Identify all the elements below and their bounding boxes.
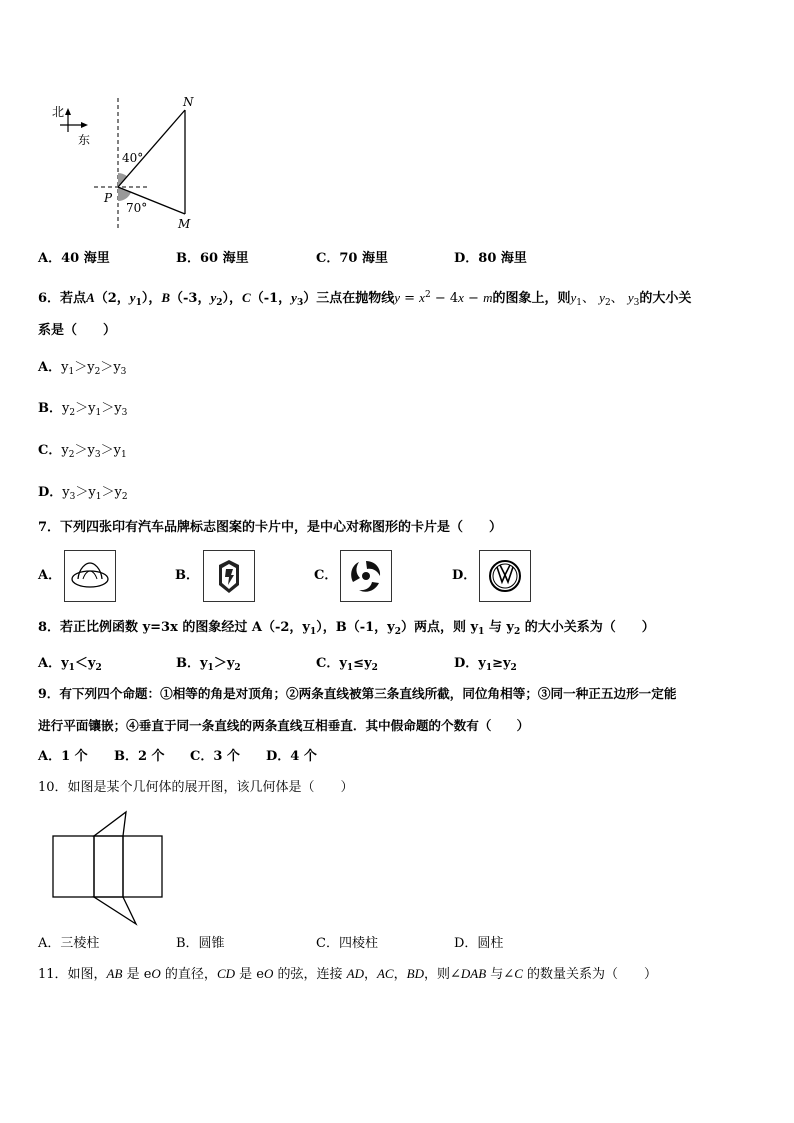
option-label: C． — [38, 443, 62, 458]
q7-option-d-label: D． — [452, 568, 477, 583]
sub: 1 — [485, 663, 493, 673]
q8-option-a[interactable] — [38, 656, 102, 676]
q7-stem: 7．下列四张印有汽车品牌标志图案的卡片中，是中心对称图形的卡片是（ ） — [38, 520, 503, 535]
sub: 2 — [95, 663, 102, 673]
eq-sign: = — [400, 291, 420, 306]
q9-option-a[interactable]: A．1 个 — [38, 749, 88, 764]
q8-option-c[interactable] — [316, 656, 378, 676]
var: y — [62, 401, 70, 416]
sub: 1 — [207, 663, 214, 673]
sub: 1 — [346, 663, 354, 673]
comma: ， — [363, 967, 377, 982]
q8-text: ），B（-1，y — [316, 620, 395, 635]
q6-option-d[interactable] — [38, 485, 128, 505]
angle-40-label: 40° — [122, 151, 144, 165]
sub: 2 — [371, 663, 378, 673]
op: ＞ — [100, 443, 114, 458]
sub: 1 — [68, 367, 75, 377]
option-label: D． — [38, 485, 63, 500]
sub: 2 — [394, 627, 401, 637]
q6-text: 的大小关 — [639, 291, 692, 306]
q10-option-c[interactable]: C．四棱柱 — [316, 936, 378, 951]
q6-text: （2， — [94, 291, 130, 306]
opt-text: C．y — [316, 656, 347, 671]
var-y: y — [210, 290, 217, 305]
net-face-left — [53, 836, 94, 897]
sub: 2 — [604, 298, 611, 308]
q9-option-c[interactable]: C．3 个 — [190, 749, 240, 764]
angle-70-label: 70° — [126, 201, 148, 215]
opt-text: ≤y — [353, 656, 372, 671]
q9-stem-line2: 进行平面镶嵌；④垂直于同一条直线的两条直线互相垂直．其中假命题的个数有（ ） — [38, 718, 530, 733]
var-y: y — [627, 290, 634, 305]
q6-stem — [38, 287, 691, 311]
separator: 、 — [610, 291, 624, 306]
var-y: y — [129, 290, 136, 305]
q8-text: 的大小关系为（ ） — [520, 620, 655, 635]
var: y — [61, 443, 69, 458]
var-y: y — [570, 290, 577, 305]
var: y — [113, 443, 121, 458]
var: y — [61, 360, 69, 375]
sub: 2 — [216, 298, 223, 308]
sub: 3 — [121, 408, 128, 418]
sub: 1 — [120, 450, 127, 460]
east-label: 东 — [78, 133, 91, 147]
q10-stem: 10．如图是某个几何体的展开图，该几何体是（ ） — [38, 780, 354, 795]
q6-text: ）， — [222, 291, 243, 306]
op: ＞ — [101, 401, 115, 416]
north-label: 北 — [52, 105, 65, 119]
q11-stem — [38, 966, 657, 983]
q8-text: 8．若正比例函数 y=3x 的图象经过 A（-2，y — [38, 620, 310, 635]
swirl-logo-icon — [341, 551, 391, 601]
var: y — [114, 401, 122, 416]
sub: 3 — [69, 492, 76, 502]
q11-text: ，则 — [423, 967, 450, 982]
q6-text: （-1， — [250, 291, 292, 306]
q10-option-b[interactable]: B．圆锥 — [176, 936, 225, 951]
angle-dab: ∠DAB — [449, 966, 487, 981]
sub: 3 — [296, 298, 304, 308]
q11-text: 是 — [235, 967, 257, 982]
point-c: C — [242, 290, 251, 305]
eq-x: x — [419, 290, 425, 305]
sub: 3 — [633, 298, 640, 308]
parabola-equation — [394, 291, 492, 306]
q11-text: 的弦，连接 — [273, 967, 347, 982]
q11-text: 的数量关系为（ ） — [522, 967, 658, 982]
sub: 1 — [478, 627, 485, 637]
var: y — [88, 485, 96, 500]
segment-ac: AC — [376, 966, 394, 981]
net-face-middle — [94, 836, 123, 897]
separator: 、 — [582, 291, 596, 306]
q8-stem — [38, 620, 655, 640]
eq-y: y — [394, 290, 400, 305]
point-a: A — [86, 290, 95, 305]
eq-power: 2 — [424, 290, 431, 300]
q9-stem-line1: 9．有下列四个命题：①相等的角是对顶角；②两条直线被第三条直线所截，同位角相等；③同一种正五边形一定能 — [38, 686, 677, 701]
segment-bd: BD — [406, 966, 424, 981]
sub: 2 — [94, 367, 101, 377]
q6-text: ）， — [141, 291, 162, 306]
sub: 2 — [69, 408, 76, 418]
q5-option-c[interactable]: C．70 海里 — [316, 251, 388, 266]
q11-text: 的直径， — [160, 967, 217, 982]
op: ＞ — [74, 360, 88, 375]
comma: ， — [393, 967, 407, 982]
net-face-right — [123, 836, 162, 897]
var: y — [113, 360, 121, 375]
opt-text: ＜y — [74, 656, 96, 671]
q6-option-a[interactable] — [38, 360, 126, 380]
hat-logo-icon — [65, 551, 115, 601]
option-label: A． — [38, 360, 62, 375]
q6-text: 若点 — [60, 291, 87, 306]
sub: 1 — [309, 627, 317, 637]
q6-option-c[interactable] — [38, 443, 127, 463]
eq-part: − — [463, 291, 484, 306]
sub: 2 — [68, 450, 75, 460]
op: ＞ — [74, 443, 88, 458]
var: y — [114, 485, 122, 500]
eq-m: m — [483, 290, 493, 305]
var: y — [87, 360, 95, 375]
segment-cd: CD — [216, 966, 235, 981]
sub: 3 — [120, 367, 127, 377]
op: ＞ — [75, 485, 89, 500]
q10-option-a[interactable]: A．三棱柱 — [38, 936, 100, 951]
q6-stem-line2: 系是（ ） — [38, 323, 117, 338]
q7-option-a-label: A． — [38, 568, 62, 583]
var-y: y — [599, 290, 605, 305]
q8-option-d[interactable] — [454, 656, 517, 676]
q5-option-d[interactable]: D．80 海里 — [454, 251, 527, 266]
sub: 3 — [94, 450, 101, 460]
q11-text: 是 — [122, 967, 144, 982]
vw-logo-icon — [480, 551, 530, 601]
q6-text: （-3， — [170, 291, 211, 306]
sub: 1 — [135, 298, 142, 308]
sub: 1 — [576, 298, 582, 308]
eq-x: x — [458, 290, 464, 305]
sub: 2 — [513, 627, 521, 637]
point-o: O — [263, 966, 274, 981]
q7-card-d[interactable] — [479, 550, 531, 602]
q8-text: ）两点，则 y — [400, 620, 479, 635]
option-label: B． — [38, 401, 62, 416]
q7-option-c-label: C． — [314, 568, 338, 583]
q7-card-c[interactable] — [340, 550, 392, 602]
circle-symbol: e — [256, 967, 264, 982]
op: ＞ — [75, 401, 89, 416]
var: y — [88, 401, 96, 416]
point-b: B — [161, 290, 171, 305]
sub: 1 — [95, 492, 102, 502]
q8-option-b[interactable] — [176, 656, 241, 676]
opt-text: B．y — [176, 656, 208, 671]
q10-option-d[interactable]: D．圆柱 — [454, 936, 504, 951]
point-n-label: N — [183, 95, 194, 109]
var: y — [62, 485, 70, 500]
q11-text: 11．如图， — [38, 967, 107, 982]
opt-text: A．y — [38, 656, 69, 671]
sub: 1 — [95, 408, 102, 418]
q6-text: ）三点在抛物线 — [303, 291, 395, 306]
q7-card-b[interactable] — [203, 550, 255, 602]
q7-option-b-label: B． — [175, 568, 199, 583]
direction-figure — [40, 92, 220, 232]
q6-number: 6． — [38, 291, 61, 306]
segment-ad: AD — [346, 966, 364, 981]
net-triangle-top — [94, 812, 126, 836]
opt-text: D．y — [454, 656, 486, 671]
var-y: y — [291, 290, 297, 305]
q5-option-a[interactable]: A．40 海里 — [38, 251, 110, 266]
opt-text: ≥y — [492, 656, 511, 671]
eq-part: − 4 — [430, 291, 459, 306]
q9-option-d[interactable]: D．4 个 — [266, 749, 317, 764]
q8-text: 与 y — [484, 620, 514, 635]
circle-symbol: e — [143, 967, 152, 982]
opt-text: ＞y — [213, 656, 235, 671]
sub: 2 — [121, 492, 128, 502]
q6-option-b[interactable] — [38, 401, 127, 421]
q7-card-a[interactable] — [64, 550, 116, 602]
sub: 2 — [510, 663, 517, 673]
op: ＞ — [100, 360, 114, 375]
var: y — [87, 443, 95, 458]
angle-c: ∠C — [503, 966, 523, 981]
prism-net-figure — [50, 808, 166, 928]
sub: 1 — [68, 663, 75, 673]
q9-option-b[interactable]: B．2 个 — [114, 749, 165, 764]
point-m-label: M — [178, 217, 191, 231]
segment-ab: AB — [106, 966, 123, 981]
q5-option-b[interactable]: B．60 海里 — [176, 251, 249, 266]
net-triangle-bottom — [94, 897, 136, 924]
point-p-label: P — [104, 191, 113, 205]
shield-logo-icon — [204, 551, 254, 601]
op: ＞ — [101, 485, 115, 500]
point-o: O — [151, 966, 161, 981]
q6-text: 的图象上，则 — [492, 291, 571, 306]
sub: 2 — [234, 663, 241, 673]
q11-text: 与 — [486, 967, 504, 982]
